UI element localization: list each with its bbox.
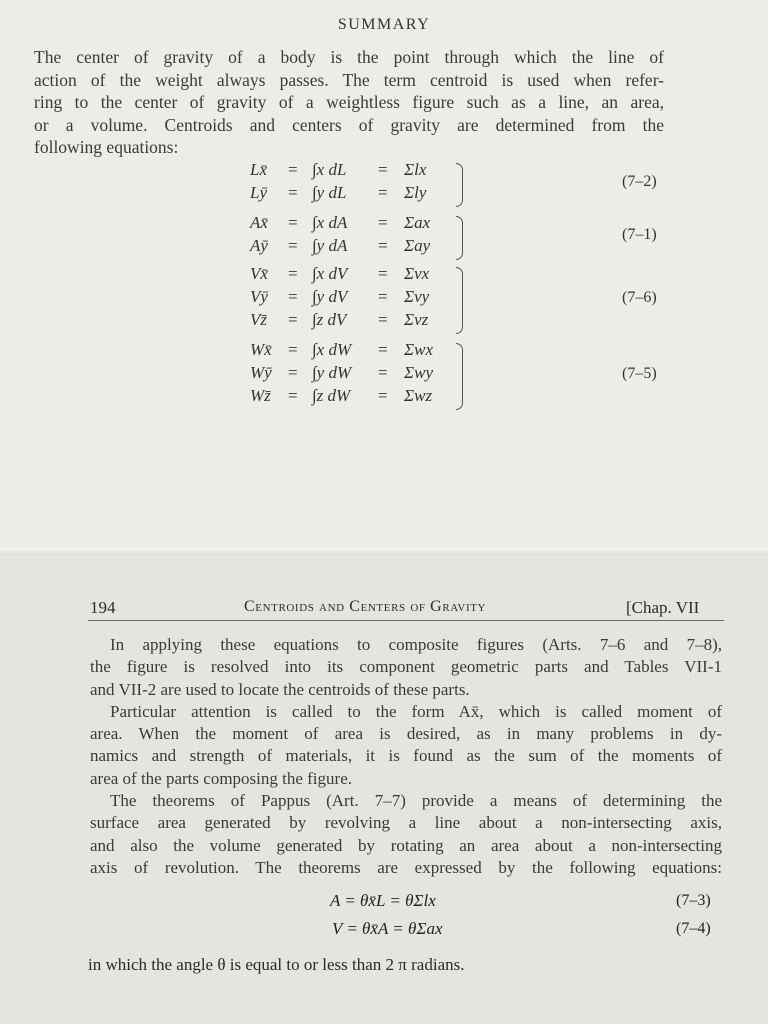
paragraph-line: the figure is resolved into its component geometric parts and Tables VII-1 — [90, 657, 722, 677]
equation-brace — [456, 216, 463, 260]
equation-integral: ∫y dW — [312, 363, 352, 382]
paragraph-line: ring to the center of gravity of a weightless figure such as a line, an area, — [34, 92, 664, 112]
equation-number: (7–1) — [622, 226, 657, 243]
summary-heading: SUMMARY — [337, 16, 431, 33]
equals-sign: = — [378, 264, 388, 283]
equation-integral: ∫y dV — [312, 287, 348, 306]
equation-brace — [456, 163, 463, 207]
equation-integral: ∫x dL — [312, 160, 347, 179]
page-divider — [0, 548, 768, 556]
equation-lhs: Ax̄ — [250, 213, 268, 232]
equals-sign: = — [288, 287, 298, 306]
paragraph-line: The theorems of Pappus (Art. 7–7) provide a means of determining the — [110, 791, 722, 811]
pappus-volume-equation: V = θx̄A = θΣax — [332, 919, 443, 938]
equals-sign: = — [288, 160, 298, 179]
body-paragraphs — [90, 634, 722, 879]
equation-lhs: Wȳ — [250, 363, 272, 382]
equation-integral: ∫x dA — [312, 213, 348, 232]
paragraph-line: and also the volume generated by rotating an area about a non-intersecting — [90, 835, 722, 855]
paragraph-line: or a volume. Centroids and centers of gravity are determined from the — [34, 114, 664, 135]
equation-number: (7–5) — [622, 364, 657, 382]
equation-number: (7–6) — [622, 288, 657, 306]
paragraph-line: In applying these equations to composite figures (Arts. 7–6 and 7–8), — [110, 635, 722, 654]
equation-brace — [456, 343, 463, 410]
equation-sum: Σvx — [404, 264, 430, 283]
equals-sign: = — [378, 236, 388, 255]
equals-sign: = — [288, 386, 298, 405]
equals-sign: = — [288, 236, 298, 255]
equation-sum: Σly — [404, 183, 427, 202]
header-rule — [88, 620, 724, 621]
equation-lhs: Vȳ — [250, 287, 268, 306]
equation-number: (7–4) — [676, 920, 711, 937]
running-title: Centroids and Centers of Gravity — [244, 598, 487, 615]
paragraph-line: and VII-2 are used to locate the centroids of these parts. — [90, 679, 470, 699]
chapter-label: [Chap. VII — [626, 598, 700, 617]
equals-sign: = — [378, 340, 388, 359]
pappus-area-equation: A = θx̄L = θΣlx — [330, 891, 436, 910]
equation-lhs: Lx̄ — [250, 160, 267, 179]
equation-integral: ∫z dW — [312, 386, 351, 405]
paragraph-line: axis of revolution. The theorems are expressed by the following equations: — [90, 857, 722, 877]
equation-sum: Σvy — [404, 287, 430, 306]
paragraph-line: area. When the moment of area is desired, as in many problems in dy- — [90, 724, 722, 744]
paragraph-line: following equations: — [34, 137, 179, 157]
paragraph-line: surface area generated by revolving a line about a non-intersecting axis, — [90, 813, 722, 833]
equals-sign: = — [378, 386, 388, 405]
equals-sign: = — [378, 160, 388, 179]
equation-integral: ∫y dL — [312, 183, 347, 202]
equation-lhs: Wz̄ — [250, 386, 271, 405]
paragraph-line: action of the weight always passes. The term centroid is used when refer- — [34, 69, 664, 90]
equation-sum: Σwx — [404, 340, 433, 359]
equals-sign: = — [288, 264, 298, 283]
equation-integral: ∫x dV — [312, 264, 348, 283]
equals-sign: = — [378, 287, 388, 306]
equals-sign: = — [288, 213, 298, 232]
equals-sign: = — [378, 310, 388, 329]
equation-sum: Σwy — [404, 363, 433, 382]
equation-sum: Σax — [404, 213, 431, 232]
equals-sign: = — [378, 213, 388, 232]
equation-lhs: Wx̄ — [250, 340, 272, 359]
equation-lhs: Vx̄ — [250, 264, 268, 283]
equals-sign: = — [378, 183, 388, 202]
equation-lhs: Lȳ — [250, 183, 267, 202]
equation-sum: Σvz — [404, 310, 429, 329]
equation-lhs: Vz̄ — [250, 310, 267, 329]
equation-lhs: Aȳ — [250, 236, 268, 255]
equation-integral: ∫z dV — [312, 310, 347, 329]
closing-sentence: in which the angle θ is equal to or less than 2 π radians. — [88, 955, 465, 974]
page-number: 194 — [90, 598, 116, 617]
paragraph-line: Particular attention is called to the form Ax̄, which is called moment of — [110, 701, 722, 721]
equation-integral: ∫y dA — [312, 236, 348, 255]
paragraph-line: The center of gravity of a body is the point through which the line of — [34, 47, 664, 67]
equation-number: (7–3) — [676, 892, 711, 909]
equals-sign: = — [378, 363, 388, 382]
equation-number: (7–2) — [622, 173, 657, 190]
equation-sum: Σlx — [404, 160, 427, 179]
equals-sign: = — [288, 363, 298, 382]
equation-sum: Σay — [404, 236, 431, 255]
equation-brace — [456, 267, 463, 334]
equation-sum: Σwz — [404, 386, 433, 405]
paragraph-line: area of the parts composing the figure. — [90, 768, 352, 788]
equation-integral: ∫x dW — [312, 340, 352, 359]
equals-sign: = — [288, 310, 298, 329]
equals-sign: = — [288, 183, 298, 202]
paragraph-line: namics and strength of materials, it is found as the sum of the moments of — [90, 746, 722, 766]
equals-sign: = — [288, 340, 298, 359]
